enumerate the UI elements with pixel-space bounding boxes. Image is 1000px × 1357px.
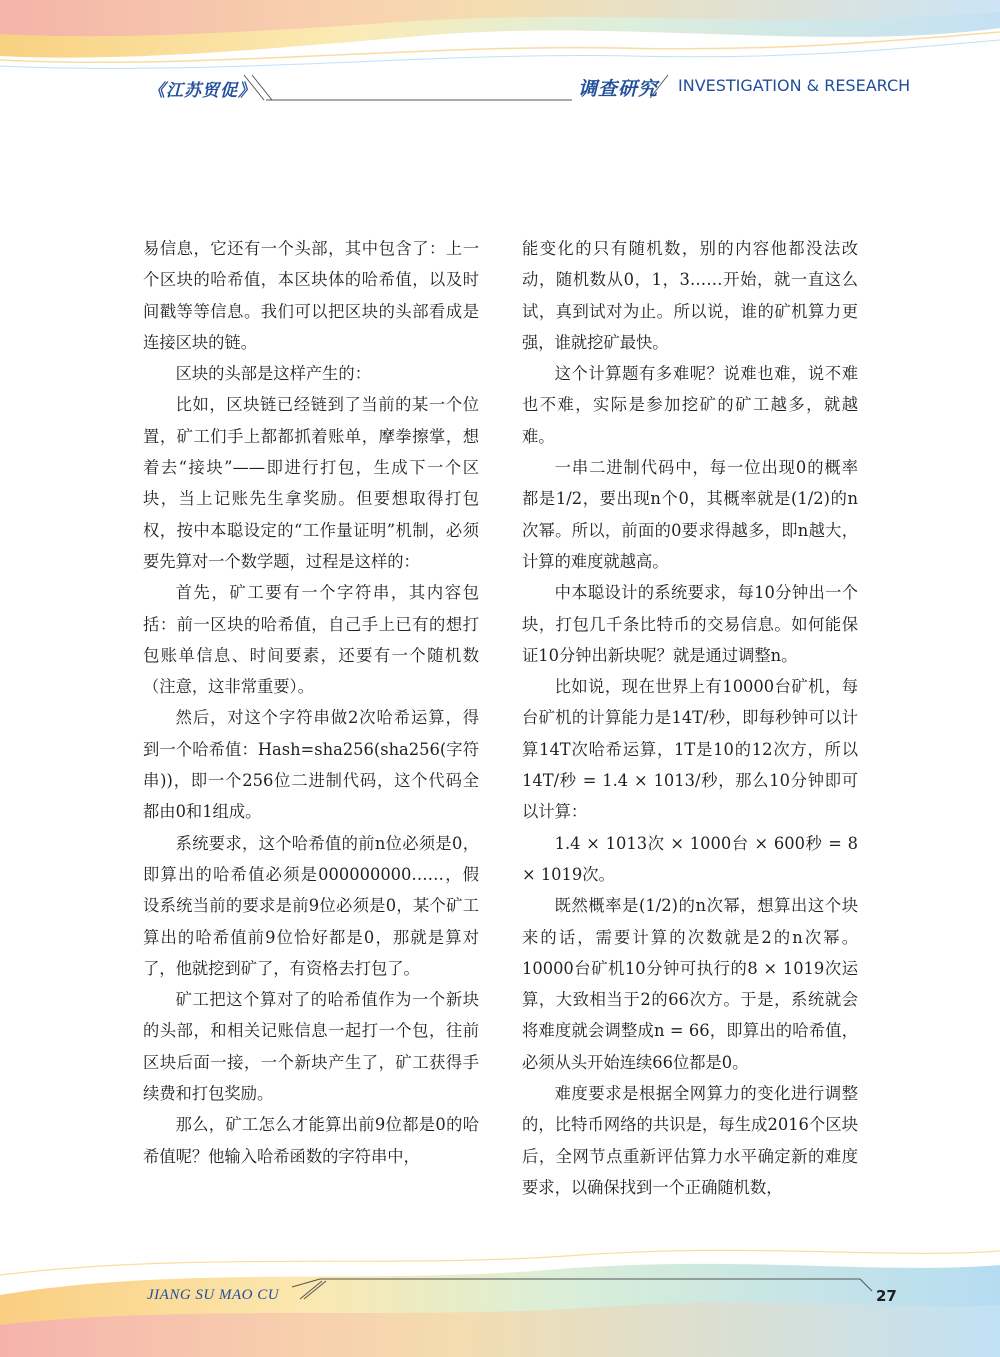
paragraph: 首先，矿工要有一个字符串，其内容包括：前一区块的哈希值，自己手上已有的想打包账单信息、时间要素，还要有一个随机数（注意，这非常重要）。 bbox=[143, 583, 479, 697]
paragraph: 能变化的只有随机数，别的内容他都没法改动，随机数从0，1，3……开始，就一直这么试，真到试对为止。所以说，谁的矿机算力更强，谁就挖矿最快。 bbox=[522, 239, 858, 352]
paragraph: 那么，矿工怎么才能算出前9位都是0的哈希值呢？他输入哈希函数的字符串中， bbox=[143, 1115, 479, 1166]
left-column bbox=[143, 233, 479, 1172]
paragraph: 矿工把这个算对了的哈希值作为一个新块的头部，和相关记账信息一起打一个包，往前区块后面一接，一个新块产生了，矿工获得手续费和打包奖励。 bbox=[143, 990, 479, 1104]
paragraph: 系统要求，这个哈希值的前n位必须是0，即算出的哈希值必须是000000000……，假设系统当前的要求是前9位必须是0，某个矿工算出的哈希值前9位恰好都是0，那就是算对了，他就挖到矿了，有资格去打包了。 bbox=[143, 833, 479, 978]
paragraph: 既然概率是(1/2)的n次幂，想算出这个块来的话，需要计算的次数就是2的n次幂。10000台矿机10分钟可执行的8 × 1019次运算，大致相当于2的66次方。于是，系统就会将难度就会调整成n = 66，即算出的哈希值，必须从头开始连续66位都是0。 bbox=[522, 896, 858, 1072]
paragraph: 比如说，现在世界上有10000台矿机，每台矿机的计算能力是14T/秒，即每秒钟可以计算14T次哈希运算，1T是10的12次方，所以14T/秒 = 1.4 × 1013/秒，那么10分钟即可以计算： bbox=[522, 677, 858, 822]
paragraph: 难度要求是根据全网算力的变化进行调整的，比特币网络的共识是，每生成2016个区块后，全网节点重新评估算力水平确定新的难度要求，以确保找到一个正确随机数， bbox=[522, 1084, 858, 1197]
section-title-en: INVESTIGATION & RESEARCH bbox=[678, 76, 911, 95]
paragraph: 一串二进制代码中，每一位出现0的概率都是1/2，要出现n个0，其概率就是(1/2)的n次幂。所以，前面的0要求得越多，即n越大，计算的难度就越高。 bbox=[522, 458, 858, 571]
section-title-cn: 调查研究 bbox=[578, 78, 659, 100]
paragraph: 区块的头部是这样产生的： bbox=[175, 364, 371, 384]
paragraph: 然后，对这个字符串做2次哈希运算，得到一个哈希值：Hash=sha256(sha256(字符串))，即一个256位二进制代码，这个代码全都由0和1组成。 bbox=[143, 708, 479, 822]
paragraph: 易信息，它还有一个头部，其中包含了：上一个区块的哈希值，本区块体的哈希值，以及时间戳等等信息。我们可以把区块的头部看成是连接区块的链。 bbox=[143, 239, 479, 352]
paragraph: 比如，区块链已经链到了当前的某一个位置，矿工们手上都都抓着账单，摩拳擦掌，想着去“接块”——即进行打包，生成下一个区块，当上记账先生拿奖励。但要想取得打包权，按中本聪设定的“工作量证明”机制，必须要先算对一个数学题，过程是这样的： bbox=[143, 395, 479, 571]
formula-paragraph: 1.4 × 1013次 × 1000台 × 600秒 = 8 × 1019次。 bbox=[522, 833, 858, 884]
footer-journal-name: JIANG SU MAO CU bbox=[147, 1287, 280, 1303]
paragraph: 中本聪设计的系统要求，每10分钟出一个块，打包几千条比特币的交易信息。如何能保证10分钟出新块呢？就是通过调整n。 bbox=[522, 583, 858, 665]
paragraph: 这个计算题有多难呢？说难也难，说不难也不难，实际是参加挖矿的矿工越多，就越难。 bbox=[522, 364, 858, 446]
right-column bbox=[522, 233, 858, 1203]
journal-title: 《江苏贸促》 bbox=[148, 81, 256, 101]
page-number: 27 bbox=[876, 1287, 897, 1305]
